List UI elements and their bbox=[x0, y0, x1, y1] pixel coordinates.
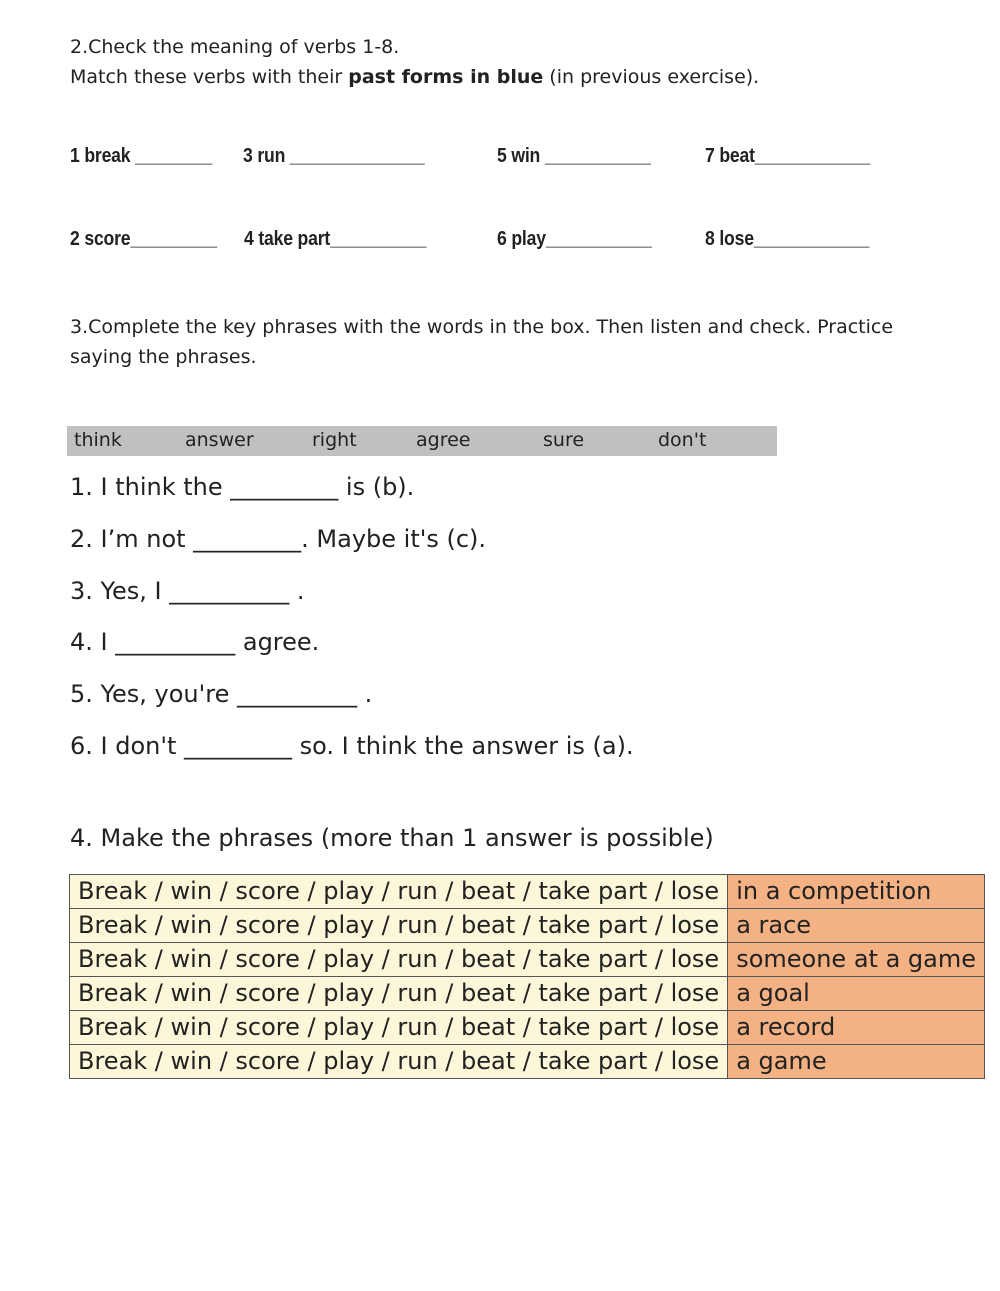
table-row bbox=[70, 1045, 985, 1079]
exercise-2-instructions bbox=[70, 66, 759, 88]
word-dont: don't bbox=[658, 429, 707, 451]
verb-options[interactable]: Break / win / score / play / run / beat / take part / lose bbox=[70, 1011, 728, 1045]
table-row bbox=[70, 1011, 985, 1045]
instructions-prefix: Match these verbs with their bbox=[70, 66, 349, 88]
instructions-bold: past forms in blue bbox=[348, 66, 544, 88]
verb-options[interactable]: Break / win / score / play / run / beat / take part / lose bbox=[70, 909, 728, 943]
word-sure: sure bbox=[543, 429, 585, 451]
table-row bbox=[70, 977, 985, 1011]
verb-options[interactable]: Break / win / score / play / run / beat / take part / lose bbox=[70, 977, 728, 1011]
instructions-suffix: (in previous exercise). bbox=[543, 66, 760, 88]
word-right: right bbox=[312, 429, 357, 451]
table-row bbox=[70, 943, 985, 977]
word-box bbox=[67, 426, 777, 456]
table-row bbox=[70, 909, 985, 943]
phrase-2[interactable]: 2. I’m not _________. Maybe it's (c). bbox=[70, 525, 487, 553]
verb-blank-7[interactable]: 7 beat____________ bbox=[705, 145, 871, 167]
verb-options[interactable]: Break / win / score / play / run / beat / take part / lose bbox=[70, 1045, 728, 1079]
phrase-1[interactable]: 1. I think the _________ is (b). bbox=[70, 473, 415, 501]
verb-blank-3[interactable]: 3 run ______________ bbox=[243, 145, 425, 167]
verb-options[interactable]: Break / win / score / play / run / beat / take part / lose bbox=[70, 943, 728, 977]
verb-blank-8[interactable]: 8 lose____________ bbox=[705, 228, 870, 250]
verb-blank-6[interactable]: 6 play___________ bbox=[497, 228, 652, 250]
phrase-5[interactable]: 5. Yes, you're __________ . bbox=[70, 680, 373, 708]
verb-blank-2[interactable]: 2 score_________ bbox=[70, 228, 217, 250]
phrase-4[interactable]: 4. I __________ agree. bbox=[70, 628, 320, 656]
phrase-ending: someone at a game bbox=[728, 943, 985, 977]
phrase-ending: a race bbox=[728, 909, 985, 943]
phrase-matching-table bbox=[69, 874, 985, 1079]
phrase-ending: in a competition bbox=[728, 875, 985, 909]
word-think: think bbox=[74, 429, 122, 451]
exercise-2-title: 2.Check the meaning of verbs 1-8. bbox=[70, 36, 400, 58]
exercise-3-title: 3.Complete the key phrases with the words in the box. Then listen and check. Practice saying the phrases. bbox=[70, 316, 894, 368]
word-agree: agree bbox=[416, 429, 471, 451]
table-row bbox=[70, 875, 985, 909]
verb-blank-4[interactable]: 4 take part__________ bbox=[244, 228, 427, 250]
phrase-ending: a goal bbox=[728, 977, 985, 1011]
phrase-ending: a game bbox=[728, 1045, 985, 1079]
verb-blank-1[interactable]: 1 break ________ bbox=[70, 145, 213, 167]
phrase-6[interactable]: 6. I don't _________ so. I think the answer is (a). bbox=[70, 732, 634, 760]
verb-options[interactable]: Break / win / score / play / run / beat / take part / lose bbox=[70, 875, 728, 909]
exercise-4-title: 4. Make the phrases (more than 1 answer is possible) bbox=[70, 824, 714, 852]
phrase-3[interactable]: 3. Yes, I __________ . bbox=[70, 577, 305, 605]
phrase-ending: a record bbox=[728, 1011, 985, 1045]
verb-blank-5[interactable]: 5 win ___________ bbox=[497, 145, 651, 167]
word-answer: answer bbox=[185, 429, 254, 451]
